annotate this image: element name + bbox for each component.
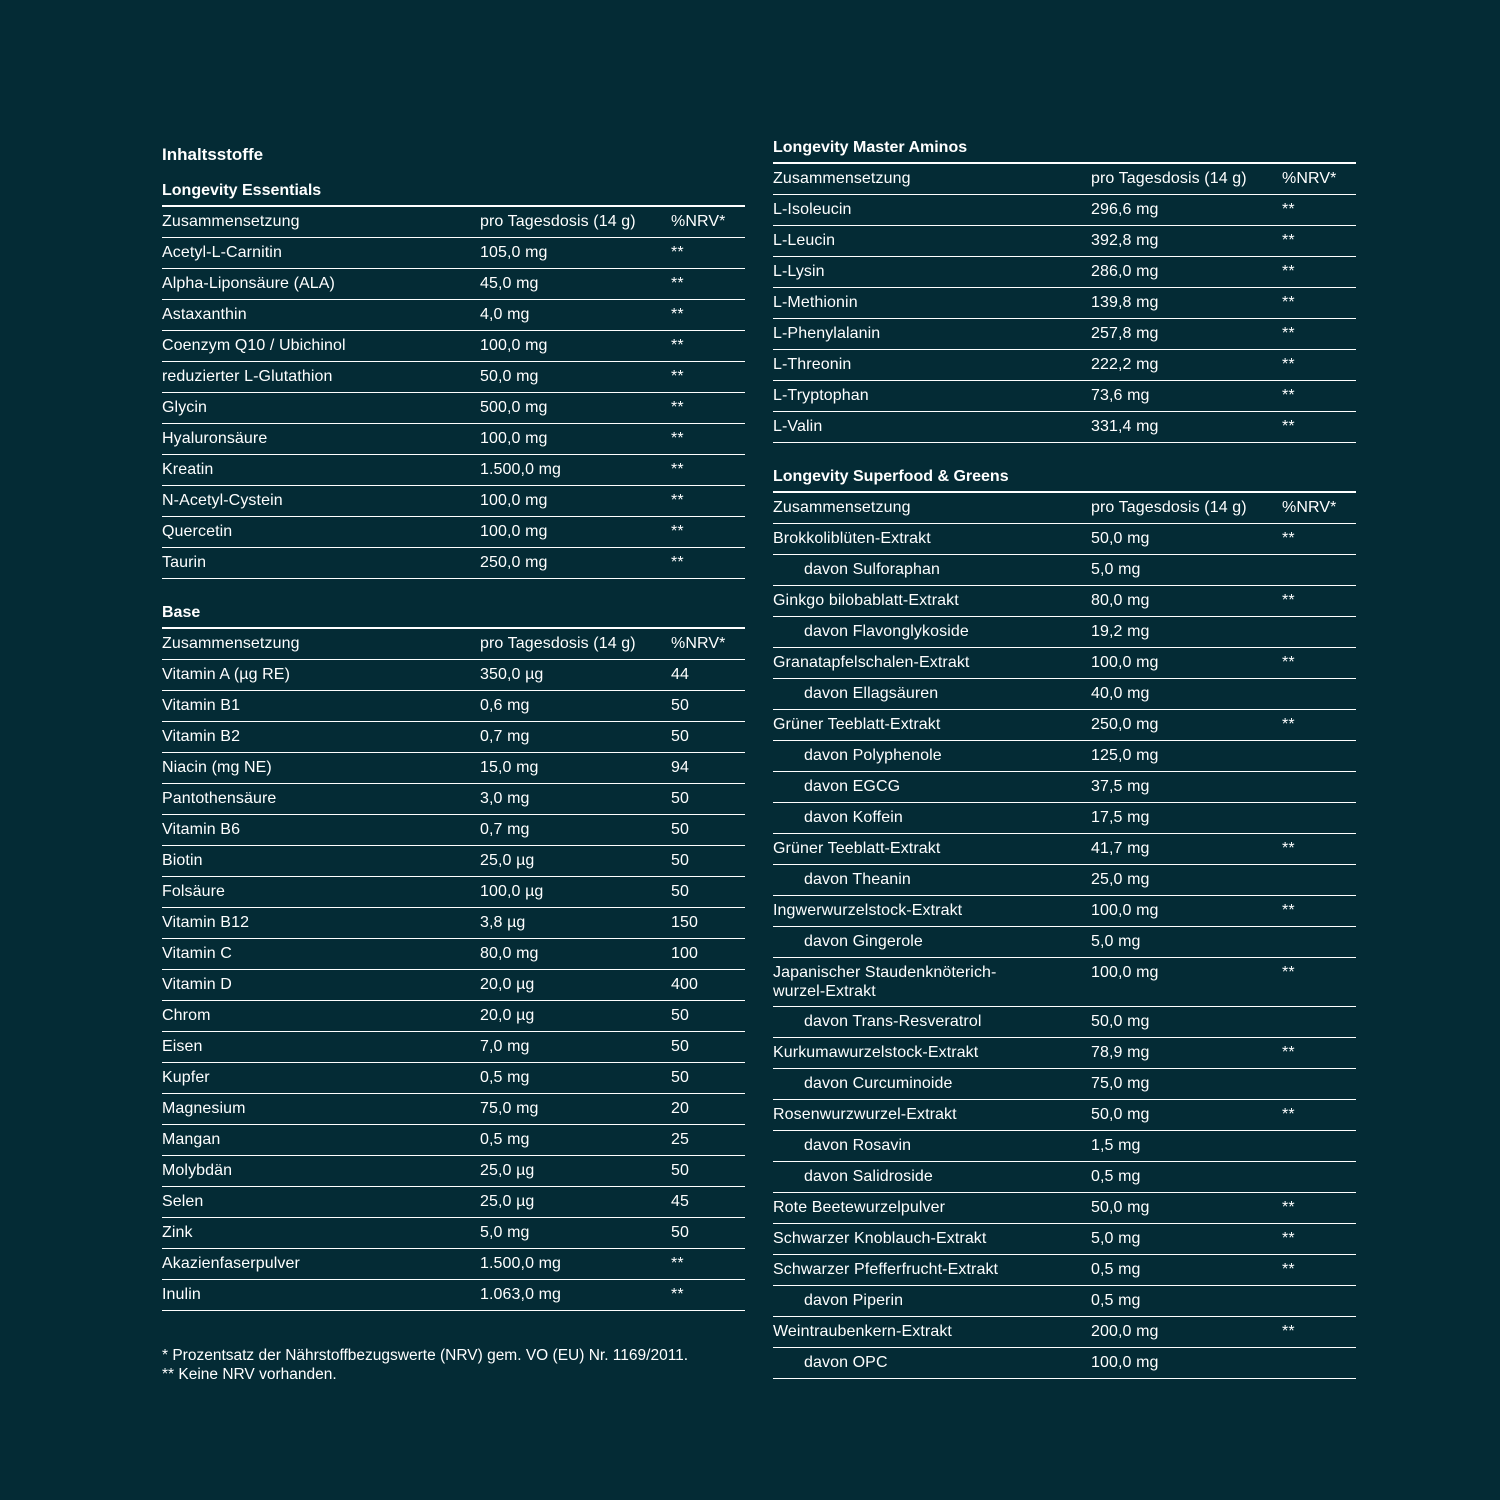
table-row <box>773 350 1356 381</box>
ingredient-dose: 100,0 mg <box>1091 654 1159 671</box>
ingredient-nrv: ** <box>1282 263 1295 280</box>
ingredient-nrv: 50 <box>671 852 689 869</box>
ingredient-name: Weintraubenkern-Extrakt <box>773 1323 952 1340</box>
table-row <box>773 1348 1356 1379</box>
ingredient-dose: 392,8 mg <box>1091 232 1159 249</box>
ingredient-nrv: ** <box>671 306 684 323</box>
table-row <box>162 362 745 393</box>
ingredient-nrv: ** <box>1282 1230 1295 1247</box>
ingredient-dose: 19,2 mg <box>1091 623 1150 640</box>
ingredient-nrv: ** <box>671 368 684 385</box>
ingredient-name: L-Valin <box>773 418 823 435</box>
ingredient-nrv: 100 <box>671 945 698 962</box>
table-row <box>773 524 1356 555</box>
table-row <box>773 896 1356 927</box>
ingredient-dose: 331,4 mg <box>1091 418 1159 435</box>
ingredient-nrv: 50 <box>671 883 689 900</box>
ingredient-dose: 0,7 mg <box>480 821 530 838</box>
table-row <box>773 1131 1356 1162</box>
ingredient-name: davon Piperin <box>804 1292 904 1309</box>
ingredient-dose: 50,0 mg <box>1091 530 1150 547</box>
ingredient-name: Grüner Teeblatt-Extrakt <box>773 840 941 857</box>
ingredient-name: davon Salidroside <box>804 1168 933 1185</box>
ingredient-dose: 20,0 µg <box>480 1007 535 1024</box>
table-row <box>773 617 1356 648</box>
table-row <box>773 195 1356 226</box>
table-row <box>773 1286 1356 1317</box>
ingredient-name: L-Tryptophan <box>773 387 869 404</box>
ingredient-nrv: 45 <box>671 1193 689 1210</box>
ingredient-dose: 5,0 mg <box>480 1224 530 1241</box>
ingredient-name: davon Koffein <box>804 809 903 826</box>
ingredient-name: Eisen <box>162 1038 203 1055</box>
ingredient-dose: 3,0 mg <box>480 790 530 807</box>
ingredient-name: Schwarzer Pfefferfrucht-Extrakt <box>773 1261 999 1278</box>
ingredient-dose: 5,0 mg <box>1091 561 1141 578</box>
table-row <box>162 1187 745 1218</box>
ingredient-nrv: ** <box>1282 592 1295 609</box>
ingredient-nrv: 50 <box>671 1069 689 1086</box>
ingredient-name: Granatapfelschalen-Extrakt <box>773 654 970 671</box>
table-row <box>162 1032 745 1063</box>
ingredient-dose: 100,0 mg <box>480 337 548 354</box>
ingredient-dose: 80,0 mg <box>1091 592 1150 609</box>
ingredient-nrv: ** <box>671 523 684 540</box>
ingredient-dose: 17,5 mg <box>1091 809 1150 826</box>
header-nrv: %NRV* <box>671 635 726 652</box>
header-nrv: %NRV* <box>1282 170 1337 187</box>
ingredient-name: L-Phenylalanin <box>773 325 881 342</box>
ingredient-nrv: ** <box>1282 232 1295 249</box>
ingredient-nrv: ** <box>671 1255 684 1272</box>
ingredient-nrv: ** <box>1282 325 1295 342</box>
ingredient-nrv: ** <box>1282 902 1295 919</box>
header-nrv: %NRV* <box>1282 499 1337 516</box>
ingredient-name: Taurin <box>162 554 207 571</box>
ingredient-dose: 0,7 mg <box>480 728 530 745</box>
table-row <box>773 958 1356 1007</box>
ingredient-nrv: ** <box>671 1286 684 1303</box>
table-row <box>162 908 745 939</box>
ingredient-nrv: ** <box>671 430 684 447</box>
ingredient-name: davon Flavonglykoside <box>804 623 969 640</box>
table-row <box>773 288 1356 319</box>
ingredient-dose: 100,0 mg <box>1091 1354 1159 1371</box>
ingredient-section <box>162 181 745 579</box>
ingredient-name: Pantothensäure <box>162 790 277 807</box>
table-row <box>162 331 745 362</box>
ingredient-dose: 4,0 mg <box>480 306 530 323</box>
ingredient-dose: 100,0 µg <box>480 883 544 900</box>
ingredient-dose: 296,6 mg <box>1091 201 1159 218</box>
header-dose: pro Tagesdosis (14 g) <box>480 213 636 230</box>
table-row <box>162 691 745 722</box>
ingredient-dose: 100,0 mg <box>480 492 548 509</box>
section-title: Longevity Essentials <box>162 181 745 207</box>
table-row <box>773 927 1356 958</box>
ingredient-nrv: ** <box>1282 356 1295 373</box>
ingredient-dose: 1,5 mg <box>1091 1137 1141 1154</box>
table-row <box>162 1218 745 1249</box>
ingredient-nrv: ** <box>671 275 684 292</box>
ingredient-dose: 0,5 mg <box>480 1131 530 1148</box>
ingredient-nrv: ** <box>1282 654 1295 671</box>
ingredient-nrv: ** <box>1282 1106 1295 1123</box>
section-title: Longevity Master Aminos <box>773 138 1356 164</box>
table-row <box>773 319 1356 350</box>
ingredient-nrv: 50 <box>671 790 689 807</box>
ingredient-name: L-Leucin <box>773 232 836 249</box>
ingredient-dose: 7,0 mg <box>480 1038 530 1055</box>
ingredient-name: Kurkumawurzelstock-Extrakt <box>773 1044 979 1061</box>
ingredient-dose: 25,0 µg <box>480 1193 535 1210</box>
ingredient-dose: 3,8 µg <box>480 914 526 931</box>
ingredient-dose: 41,7 mg <box>1091 840 1150 857</box>
ingredient-dose: 73,6 mg <box>1091 387 1150 404</box>
table-row <box>773 586 1356 617</box>
table-row <box>162 1063 745 1094</box>
ingredient-name: davon Curcuminoide <box>804 1075 953 1092</box>
ingredient-name: davon Polyphenole <box>804 747 942 764</box>
ingredient-section <box>162 603 745 1311</box>
table-row <box>773 679 1356 710</box>
ingredient-dose: 250,0 mg <box>480 554 548 571</box>
ingredient-dose: 500,0 mg <box>480 399 548 416</box>
ingredient-name: Vitamin B2 <box>162 728 241 745</box>
ingredient-nrv: 44 <box>671 666 689 683</box>
ingredient-dose: 200,0 mg <box>1091 1323 1159 1340</box>
ingredient-nrv: ** <box>671 244 684 261</box>
left-column <box>162 181 745 1335</box>
table-row <box>773 1100 1356 1131</box>
table-row <box>773 1224 1356 1255</box>
ingredient-name: Ginkgo bilobablatt-Extrakt <box>773 592 959 609</box>
table-row <box>162 300 745 331</box>
ingredient-name: Mangan <box>162 1131 221 1148</box>
ingredient-name: Niacin (mg NE) <box>162 759 272 776</box>
ingredient-name: Biotin <box>162 852 203 869</box>
ingredient-name: Vitamin A (µg RE) <box>162 666 291 683</box>
table-row <box>773 1069 1356 1100</box>
table-row <box>162 753 745 784</box>
table-row <box>162 238 745 269</box>
ingredient-dose: 50,0 mg <box>1091 1106 1150 1123</box>
ingredient-name: davon EGCG <box>804 778 901 795</box>
ingredient-nrv: ** <box>1282 1044 1295 1061</box>
ingredient-name: Akazienfaserpulver <box>162 1255 300 1272</box>
ingredient-dose: 125,0 mg <box>1091 747 1159 764</box>
ingredient-name: Astaxanthin <box>162 306 247 323</box>
table-row <box>162 784 745 815</box>
ingredient-name: Glycin <box>162 399 208 416</box>
ingredient-dose: 45,0 mg <box>480 275 539 292</box>
page-title: Inhaltsstoffe <box>162 145 264 164</box>
table-row <box>773 1255 1356 1286</box>
ingredient-nrv: ** <box>1282 716 1295 733</box>
ingredient-nrv: 50 <box>671 697 689 714</box>
ingredient-nrv: ** <box>1282 1323 1295 1340</box>
ingredient-dose: 1.063,0 mg <box>480 1286 562 1303</box>
table-row <box>162 1249 745 1280</box>
ingredient-dose: 105,0 mg <box>480 244 548 261</box>
table-row <box>162 970 745 1001</box>
section-title: Longevity Superfood & Greens <box>773 467 1356 493</box>
ingredient-dose: 50,0 mg <box>480 368 539 385</box>
ingredient-dose: 0,6 mg <box>480 697 530 714</box>
header-dose: pro Tagesdosis (14 g) <box>1091 499 1247 516</box>
ingredient-dose: 37,5 mg <box>1091 778 1150 795</box>
ingredient-name: Chrom <box>162 1007 211 1024</box>
ingredient-name: davon Rosavin <box>804 1137 912 1154</box>
table-row <box>162 486 745 517</box>
ingredient-name: davon Theanin <box>804 871 911 888</box>
header-composition: Zusammensetzung <box>773 499 911 516</box>
ingredient-name: davon Trans-Resveratrol <box>804 1013 982 1030</box>
table-row <box>773 381 1356 412</box>
footnotes <box>162 1346 752 1384</box>
ingredient-dose: 100,0 mg <box>480 523 548 540</box>
ingredient-name: Brokkoliblüten-Extrakt <box>773 530 931 547</box>
ingredient-nrv: 50 <box>671 1007 689 1024</box>
ingredient-dose: 222,2 mg <box>1091 356 1159 373</box>
ingredient-name: Magnesium <box>162 1100 246 1117</box>
ingredient-nrv: ** <box>1282 294 1295 311</box>
ingredient-dose: 0,5 mg <box>1091 1168 1141 1185</box>
ingredient-nrv: ** <box>671 337 684 354</box>
ingredient-name: Molybdän <box>162 1162 233 1179</box>
ingredient-nrv: ** <box>1282 1199 1295 1216</box>
table-row <box>773 555 1356 586</box>
ingredient-name: L-Threonin <box>773 356 852 373</box>
ingredient-dose: 15,0 mg <box>480 759 539 776</box>
table-header <box>773 164 1356 195</box>
ingredient-nrv: ** <box>1282 964 1295 981</box>
ingredient-dose: 0,5 mg <box>480 1069 530 1086</box>
ingredient-name: Vitamin B1 <box>162 697 241 714</box>
ingredient-name: Inulin <box>162 1286 201 1303</box>
ingredient-name: Vitamin B6 <box>162 821 241 838</box>
ingredient-nrv: 25 <box>671 1131 689 1148</box>
section-title: Base <box>162 603 745 629</box>
ingredient-dose: 0,5 mg <box>1091 1261 1141 1278</box>
ingredient-dose: 75,0 mg <box>480 1100 539 1117</box>
ingredient-name: davon OPC <box>804 1354 888 1371</box>
table-row <box>773 226 1356 257</box>
table-row <box>162 269 745 300</box>
ingredient-name: Vitamin D <box>162 976 232 993</box>
ingredient-dose: 75,0 mg <box>1091 1075 1150 1092</box>
ingredient-name: davon Gingerole <box>804 933 923 950</box>
table-row <box>162 424 745 455</box>
table-row <box>162 1280 745 1311</box>
ingredient-dose: 257,8 mg <box>1091 325 1159 342</box>
header-nrv: %NRV* <box>671 213 726 230</box>
table-row <box>773 1193 1356 1224</box>
ingredient-name: Grüner Teeblatt-Extrakt <box>773 716 941 733</box>
ingredient-name: reduzierter L-Glutathion <box>162 368 333 385</box>
table-row <box>773 1162 1356 1193</box>
ingredient-name: davon Ellagsäuren <box>804 685 939 702</box>
ingredient-name: L-Lysin <box>773 263 825 280</box>
ingredient-nrv: 94 <box>671 759 689 776</box>
ingredient-dose: 250,0 mg <box>1091 716 1159 733</box>
ingredient-nrv: ** <box>671 399 684 416</box>
table-row <box>773 648 1356 679</box>
ingredient-nrv: 50 <box>671 821 689 838</box>
ingredient-name: Kreatin <box>162 461 214 478</box>
right-column <box>773 138 1356 1403</box>
ingredient-dose: 80,0 mg <box>480 945 539 962</box>
ingredient-nrv: 50 <box>671 1162 689 1179</box>
table-row <box>773 772 1356 803</box>
ingredient-name: Ingwerwurzelstock-Extrakt <box>773 902 963 919</box>
table-row <box>773 1317 1356 1348</box>
table-row <box>162 1156 745 1187</box>
ingredient-nrv: ** <box>1282 530 1295 547</box>
header-dose: pro Tagesdosis (14 g) <box>480 635 636 652</box>
table-row <box>773 741 1356 772</box>
ingredient-name: Hyaluronsäure <box>162 430 268 447</box>
ingredient-name: L-Isoleucin <box>773 201 852 218</box>
table-row <box>162 1001 745 1032</box>
ingredient-name: L-Methionin <box>773 294 858 311</box>
ingredient-dose: 139,8 mg <box>1091 294 1159 311</box>
ingredient-nrv: ** <box>1282 201 1295 218</box>
ingredient-dose: 286,0 mg <box>1091 263 1159 280</box>
table-row <box>162 877 745 908</box>
ingredient-dose: 1.500,0 mg <box>480 461 562 478</box>
table-row <box>162 548 745 579</box>
ingredient-nrv: 50 <box>671 1038 689 1055</box>
table-header <box>773 493 1356 524</box>
ingredient-name: Kupfer <box>162 1069 210 1086</box>
table-row <box>162 722 745 753</box>
ingredient-nrv: 50 <box>671 1224 689 1241</box>
table-row <box>162 939 745 970</box>
table-row <box>162 517 745 548</box>
ingredient-dose: 40,0 mg <box>1091 685 1150 702</box>
ingredient-dose: 50,0 mg <box>1091 1199 1150 1216</box>
table-row <box>162 393 745 424</box>
ingredient-nrv: 150 <box>671 914 698 931</box>
ingredient-dose: 25,0 mg <box>1091 871 1150 888</box>
ingredient-nrv: 20 <box>671 1100 689 1117</box>
table-row <box>773 257 1356 288</box>
ingredient-section <box>773 467 1356 1379</box>
ingredient-nrv: 50 <box>671 728 689 745</box>
ingredient-section <box>773 138 1356 443</box>
table-row <box>162 1125 745 1156</box>
ingredient-dose: 25,0 µg <box>480 1162 535 1179</box>
table-row <box>773 412 1356 443</box>
header-composition: Zusammensetzung <box>162 213 300 230</box>
ingredient-dose: 25,0 µg <box>480 852 535 869</box>
ingredient-dose: 100,0 mg <box>1091 964 1159 981</box>
ingredient-nrv: ** <box>671 492 684 509</box>
table-row <box>773 1007 1356 1038</box>
ingredient-name: Folsäure <box>162 883 226 900</box>
header-dose: pro Tagesdosis (14 g) <box>1091 170 1247 187</box>
ingredient-nrv: ** <box>1282 1261 1295 1278</box>
ingredient-name: davon Sulforaphan <box>804 561 941 578</box>
ingredient-nrv: ** <box>1282 387 1295 404</box>
ingredient-nrv: ** <box>671 461 684 478</box>
header-composition: Zusammensetzung <box>162 635 300 652</box>
ingredient-name: Alpha-Liponsäure (ALA) <box>162 275 335 292</box>
ingredient-name: Quercetin <box>162 523 233 540</box>
ingredient-dose: 50,0 mg <box>1091 1013 1150 1030</box>
ingredient-name: Vitamin C <box>162 945 232 962</box>
table-row <box>773 834 1356 865</box>
ingredient-name: Rosenwurzwurzel-Extrakt <box>773 1106 957 1123</box>
ingredient-dose: 5,0 mg <box>1091 1230 1141 1247</box>
footnote-no-nrv: ** Keine NRV vorhanden. <box>162 1366 337 1383</box>
table-row <box>162 846 745 877</box>
ingredient-name: Selen <box>162 1193 204 1210</box>
ingredient-dose: 100,0 mg <box>480 430 548 447</box>
table-row <box>162 455 745 486</box>
ingredient-nrv: ** <box>671 554 684 571</box>
ingredient-dose: 78,9 mg <box>1091 1044 1150 1061</box>
ingredient-name: Acetyl-L-Carnitin <box>162 244 282 261</box>
table-row <box>162 815 745 846</box>
ingredient-name: Schwarzer Knoblauch-Extrakt <box>773 1230 987 1247</box>
ingredient-name: Japanischer Staudenknöterich- wurzel-Extrakt <box>773 964 997 1000</box>
ingredient-dose: 100,0 mg <box>1091 902 1159 919</box>
table-row <box>162 660 745 691</box>
ingredient-name: Vitamin B12 <box>162 914 250 931</box>
ingredient-dose: 350,0 µg <box>480 666 544 683</box>
table-row <box>162 1094 745 1125</box>
ingredient-dose: 5,0 mg <box>1091 933 1141 950</box>
header-composition: Zusammensetzung <box>773 170 911 187</box>
ingredient-name: Coenzym Q10 / Ubichinol <box>162 337 346 354</box>
ingredient-name: Rote Beetewurzelpulver <box>773 1199 946 1216</box>
ingredient-dose: 1.500,0 mg <box>480 1255 562 1272</box>
table-header <box>162 207 745 238</box>
table-row <box>773 803 1356 834</box>
table-header <box>162 629 745 660</box>
footnote-nrv: * Prozentsatz der Nährstoffbezugswerte (NRV) gem. VO (EU) Nr. 1169/2011. <box>162 1347 689 1364</box>
table-row <box>773 1038 1356 1069</box>
ingredient-dose: 20,0 µg <box>480 976 535 993</box>
ingredient-nrv: ** <box>1282 418 1295 435</box>
ingredient-nrv: 400 <box>671 976 698 993</box>
table-row <box>773 865 1356 896</box>
ingredient-nrv: ** <box>1282 840 1295 857</box>
ingredient-dose: 0,5 mg <box>1091 1292 1141 1309</box>
ingredient-name: N-Acetyl-Cystein <box>162 492 283 509</box>
ingredient-name: Zink <box>162 1224 193 1241</box>
table-row <box>773 710 1356 741</box>
